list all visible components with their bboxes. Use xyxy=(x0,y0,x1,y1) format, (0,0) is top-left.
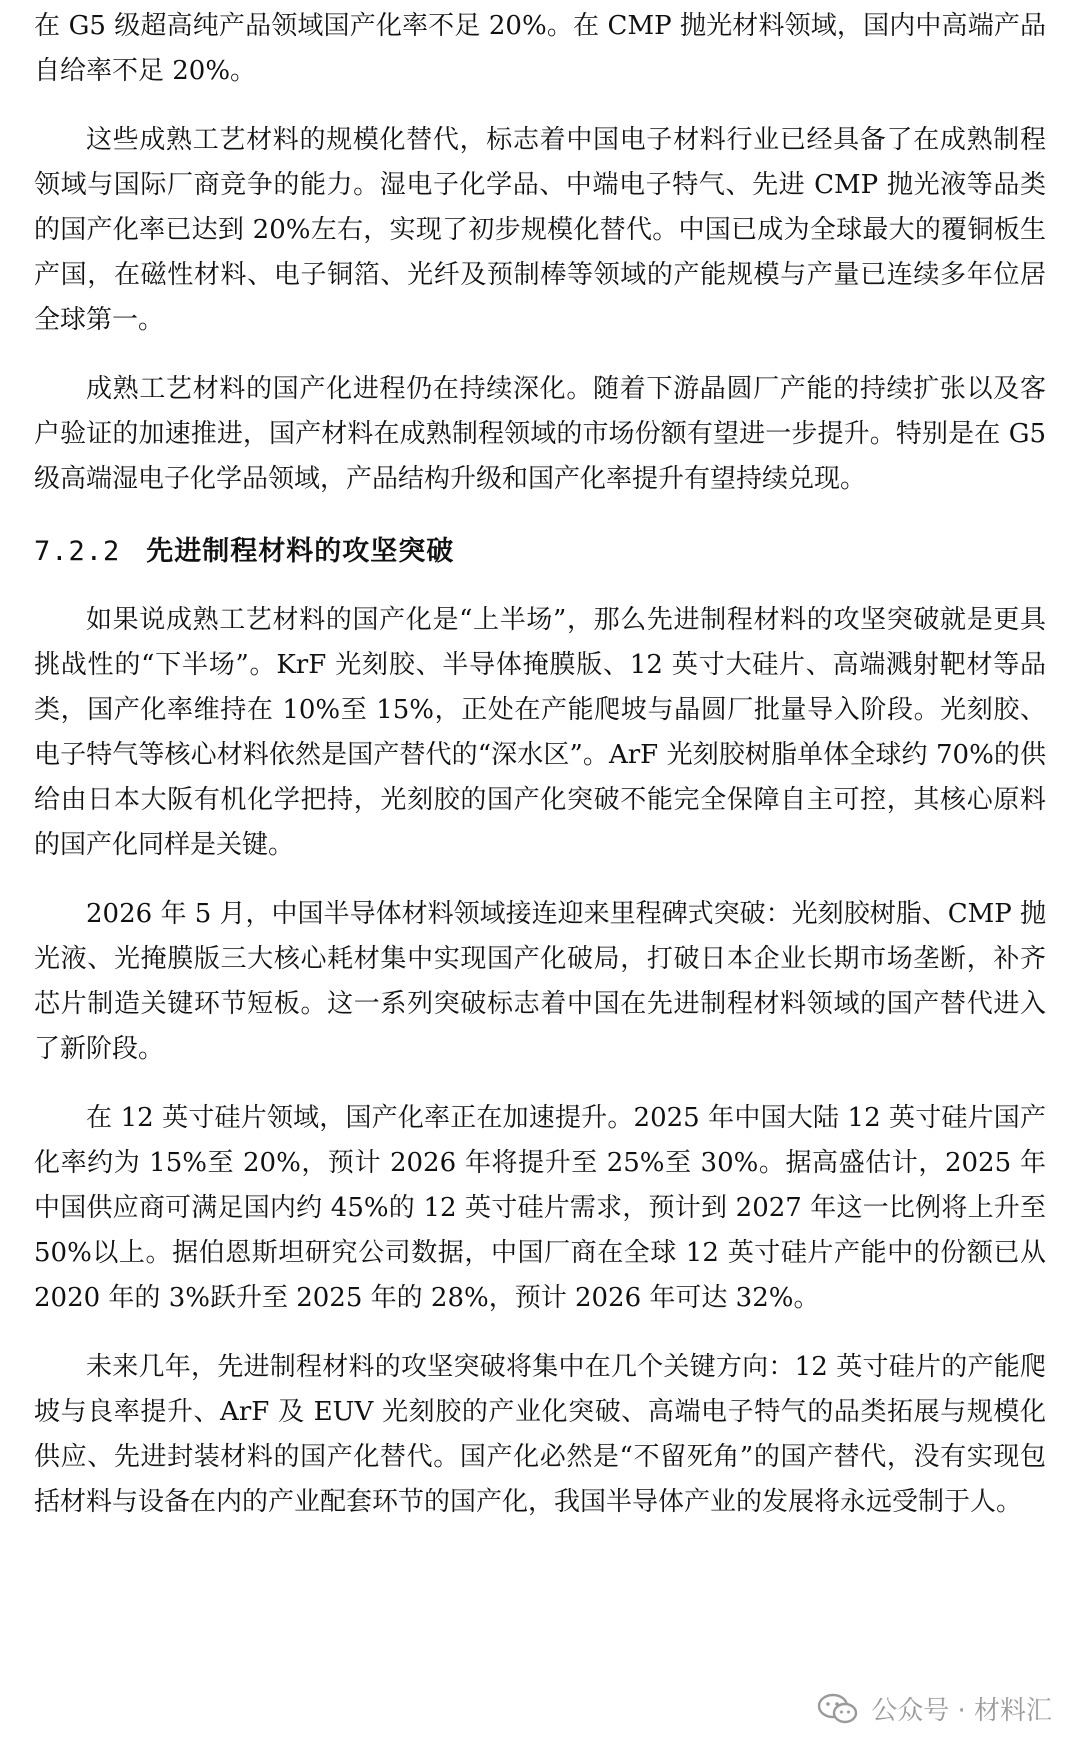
paragraph-may-2026-breakthrough: 2026 年 5 月，中国半导体材料领域接连迎来里程碑式突破：光刻胶树脂、CMP 抛光液、光掩膜版三大核心耗材集中实现国产化破局，打破日本企业长期市场垄断，补齐芯片制造关键环节短板。这一系列突破标志着中国在先进制程材料领域的国产替代进入了新阶段。 xyxy=(34,899,1046,1064)
watermark xyxy=(817,1690,1052,1727)
wechat-icon xyxy=(817,1693,859,1725)
section-heading xyxy=(34,502,1046,598)
paragraph-localization-deepening: 成熟工艺材料的国产化进程仍在持续深化。随着下游晶圆厂产能的持续扩张以及客户验证的加速推进，国产材料在成熟制程领域的市场份额有望进一步提升。特别是在 G5 级高端湿电子化学品领域，产品结构升级和国产化率提升有望持续兑现。 xyxy=(34,374,1046,494)
watermark-text: 公众号 · 材料汇 xyxy=(871,1696,1052,1726)
paragraph-future-directions: 未来几年，先进制程材料的攻坚突破将集中在几个关键方向：12 英寸硅片的产能爬坡与良率提升、ArF 及 EUV 光刻胶的产业化突破、高端电子特气的品类拓展与规模化供应、先进封装材料的国产化替代。国产化必然是“不留死角”的国产替代，没有实现包括材料与设备在内的产业配套环节的国产化，我国半导体产业的发展将永远受制于人。 xyxy=(34,1352,1046,1517)
paragraph-mature-process-substitution: 这些成熟工艺材料的规模化替代，标志着中国电子材料行业已经具备了在成熟制程领域与国际厂商竞争的能力。湿电子化学品、中端电子特气、先进 CMP 抛光液等品类的国产化率已达到 20%左右，实现了初步规模化替代。中国已成为全球最大的覆铜板生产国，在磁性材料、电子铜箔、光纤及预制棒等领域的产能规模与产量已连续多年位居全球第一。 xyxy=(34,125,1046,335)
section-title: 先进制程材料的攻坚突破 xyxy=(146,536,455,567)
paragraph-advanced-materials: 如果说成熟工艺材料的国产化是“上半场”，那么先进制程材料的攻坚突破就是更具挑战性的“下半场”。KrF 光刻胶、半导体掩膜版、12 英寸大硅片、高端溅射靶材等品类，国产化率维持在 10%至 15%，正处在产能爬坡与晶圆厂批量导入阶段。光刻胶、电子特气等核心材料依然是国产替代的“深水区”。ArF 光刻胶树脂单体全球约 70%的供给由日本大阪有机化学把持，光刻胶的国产化突破不能完全保障自主可控，其核心原料的国产化同样是关键。 xyxy=(34,605,1046,860)
paragraph-12-inch-wafer: 在 12 英寸硅片领域，国产化率正在加速提升。2025 年中国大陆 12 英寸硅片国产化率约为 15%至 20%，预计 2026 年将提升至 25%至 30%。据高盛估计，2025 年中国供应商可满足国内约 45%的 12 英寸硅片需求，预计到 2027 年这一比例将上升至 50%以上。据伯恩斯坦研究公司数据，中国厂商在全球 12 英寸硅片产能中的份额已从 2020 年的 3%跃升至 2025 年的 28%，预计 2026 年可达 32%。 xyxy=(34,1103,1046,1313)
document-page xyxy=(34,0,1046,1525)
section-number: 7.2.2 xyxy=(34,536,121,567)
paragraph-continued: 在 G5 级超高纯产品领域国产化率不足 20%。在 CMP 抛光材料领域，国内中高端产品自给率不足 20%。 xyxy=(34,11,1046,86)
